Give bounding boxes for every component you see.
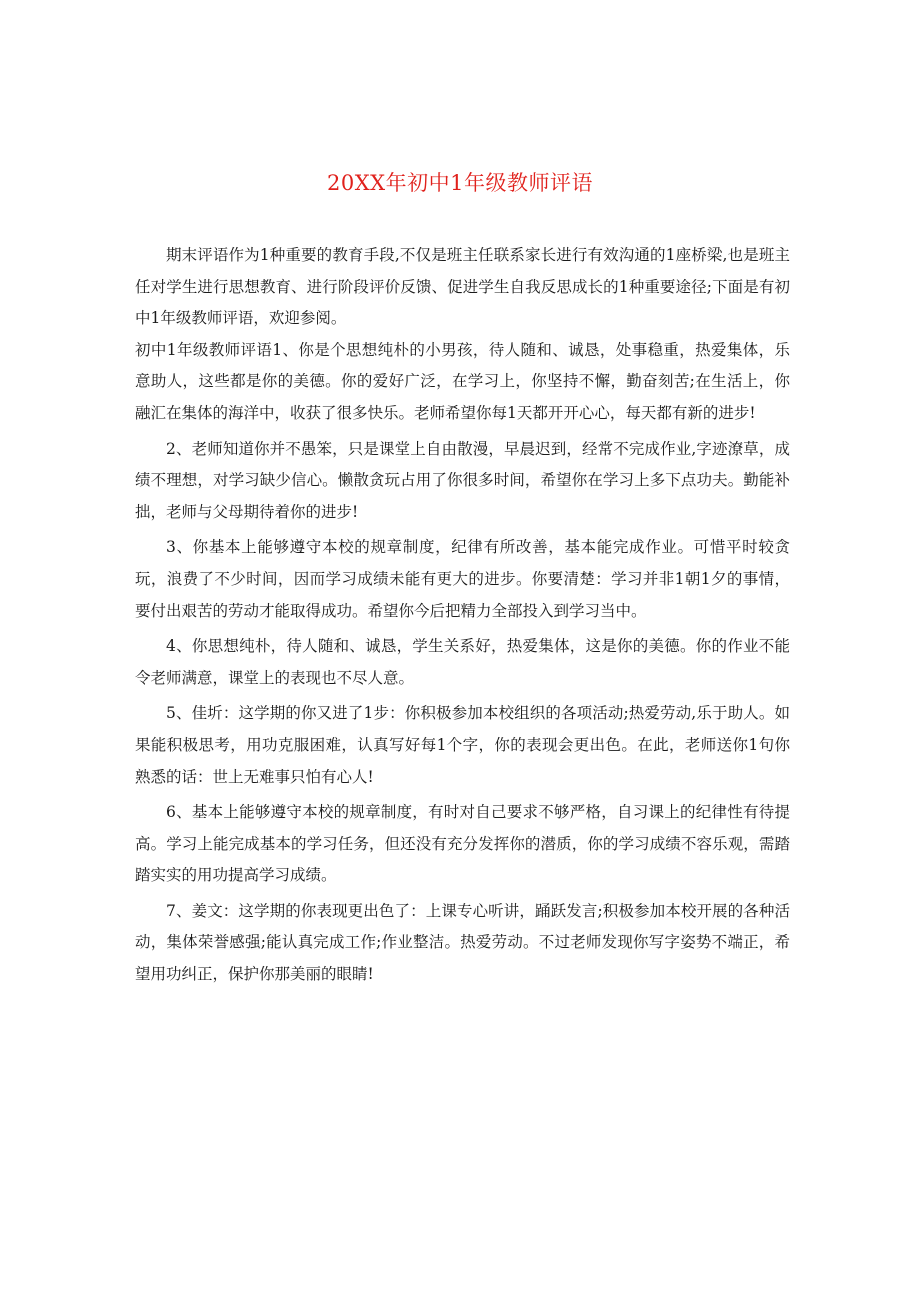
comment-paragraph-5: 5、佳圻：这学期的你又进了1步：你积极参加本校组织的各项活动;热爱劳动,乐于助人。如果能积极思考，用功克服困难，认真写好每1个字，你的表现会更出色。在此，老师送你1句你熟悉的话：世上无难事只怕有心人!	[135, 704, 790, 786]
comment-paragraph-1: 初中1年级教师评语1、你是个思想纯朴的小男孩，待人随和、诚恳，处事稳重，热爱集体，乐意助人，这些都是你的美德。你的爱好广泛，在学习上，你坚持不懈，勤奋刻苦;在生活上，你融汇在集体的海洋中，收获了很多快乐。老师希望你每1天都开开心心，每天都有新的进步!	[135, 340, 790, 422]
intro-paragraph: 期末评语作为1种重要的教育手段,不仅是班主任联系家长进行有效沟通的1座桥梁,也是班主任对学生进行思想教育、进行阶段评价反馈、促进学生自我反思成长的1种重要途径;下面是有初中1年级教师评语，欢迎参阅。	[135, 246, 790, 328]
comment-paragraph-4: 4、你思想纯朴，待人随和、诚恳，学生关系好，热爱集体，这是你的美德。你的作业不能令老师满意，课堂上的表现也不尽人意。	[135, 637, 790, 687]
comment-paragraph-6: 6、基本上能够遵守本校的规章制度，有时对自己要求不够严格，自习课上的纪律性有待提高。学习上能完成基本的学习任务，但还没有充分发挥你的潜质，你的学习成绩不容乐观，需踏踏实实的用功提高学习成绩。	[135, 803, 790, 885]
comment-paragraph-2: 2、老师知道你并不愚笨，只是课堂上自由散漫，早晨迟到，经常不完成作业,字迹潦草，成绩不理想，对学习缺少信心。懒散贪玩占用了你很多时间，希望你在学习上多下点功夫。勤能补拙，老师与父母期待着你的进步!	[135, 439, 790, 521]
document-title: 20XX年初中1年级教师评语	[327, 171, 593, 195]
document-body	[135, 240, 790, 991]
comment-paragraph-3: 3、你基本上能够遵守本校的规章制度，纪律有所改善，基本能完成作业。可惜平时较贪玩，浪费了不少时间，因而学习成绩未能有更大的进步。你要清楚：学习并非1朝1夕的事情，要付出艰苦的劳动才能取得成功。希望你今后把精力全部投入到学习当中。	[135, 538, 790, 620]
comment-paragraph-7: 7、姜文：这学期的你表现更出色了：上课专心听讲，踊跃发言;积极参加本校开展的各种活动，集体荣誉感强;能认真完成工作;作业整洁。热爱劳动。不过老师发现你写字姿势不端正，希望用功纠正，保护你那美丽的眼睛!	[135, 901, 790, 984]
